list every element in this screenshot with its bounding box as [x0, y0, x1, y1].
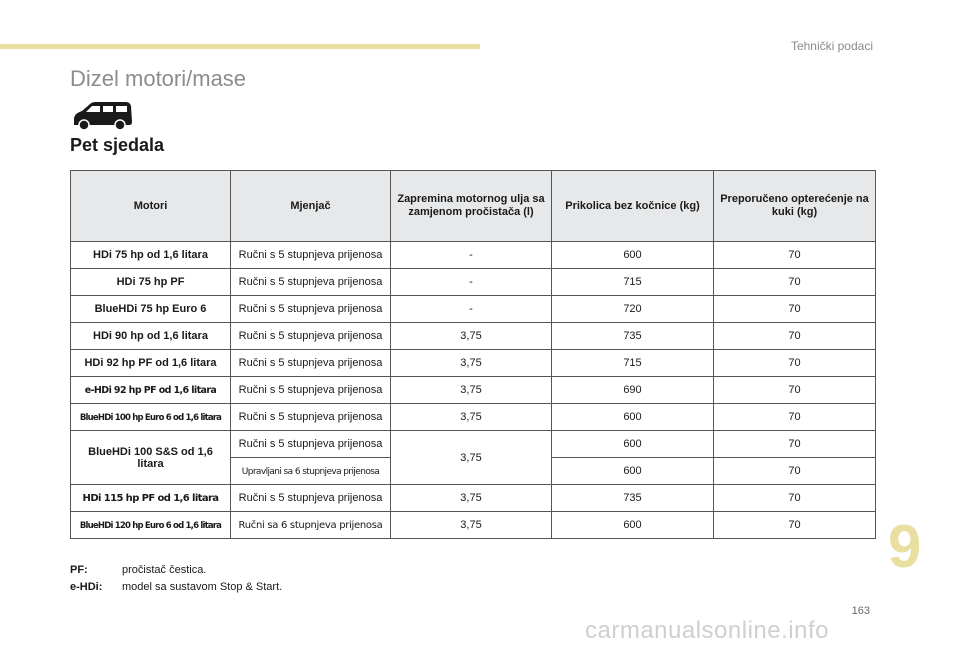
section-subtitle: Pet sjedala [70, 135, 165, 155]
gearbox-cell: Ručni s 5 stupnjeva prijenosa [231, 377, 391, 404]
gearbox-cell [231, 458, 391, 485]
hitch-cell: 70 [714, 485, 876, 512]
hitch-cell: 70 [714, 323, 876, 350]
oil-cell: 3,75 [391, 485, 552, 512]
hitch-cell: 70 [714, 242, 876, 269]
table-header-row [71, 171, 876, 242]
trailer-cell: 735 [552, 323, 714, 350]
table-row [71, 350, 876, 377]
oil-cell: 3,75 [391, 431, 552, 485]
table-row [71, 269, 876, 296]
hitch-cell: 70 [714, 458, 876, 485]
trailer-cell: 600 [552, 458, 714, 485]
footnote-key: PF: [70, 564, 88, 576]
watermark: carmanualsonline.info [585, 617, 829, 644]
engine-cell [71, 377, 231, 404]
table-row [71, 404, 876, 431]
hitch-cell: 70 [714, 296, 876, 323]
engine-label: BlueHDi 120 hp Euro 6 od 1,6 litara [79, 521, 222, 531]
engine-label: HDi 115 hp PF od 1,6 litara [82, 493, 219, 504]
gearbox-cell: Ručni s 5 stupnjeva prijenosa [231, 431, 391, 458]
van-icon [70, 100, 134, 132]
header-unbraked-trailer: Prikolica bez kočnice (kg) [552, 171, 714, 242]
hitch-cell: 70 [714, 404, 876, 431]
header-gearbox: Mjenjač [231, 171, 391, 242]
table-row [71, 242, 876, 269]
engine-cell [71, 404, 231, 431]
hitch-cell: 70 [714, 431, 876, 458]
oil-cell: 3,75 [391, 512, 552, 539]
gearbox-cell: Ručni s 5 stupnjeva prijenosa [231, 269, 391, 296]
trailer-cell: 690 [552, 377, 714, 404]
header-oil-capacity: Zapremina motornog ulja sa zamjenom pročistača (l) [391, 171, 552, 242]
header-hitch-load: Preporučeno opterećenje na kuki (kg) [714, 171, 876, 242]
engine-cell: HDi 92 hp PF od 1,6 litara [71, 350, 231, 377]
gearbox-cell: Ručni s 5 stupnjeva prijenosa [231, 242, 391, 269]
engine-cell: HDi 75 hp od 1,6 litara [71, 242, 231, 269]
hitch-cell: 70 [714, 269, 876, 296]
page-number: 163 [851, 605, 870, 617]
header-engine: Motori [71, 171, 231, 242]
gearbox-cell: Ručni s 5 stupnjeva prijenosa [231, 296, 391, 323]
footnote [70, 562, 282, 579]
trailer-cell: 715 [552, 350, 714, 377]
section-label: Tehnički podaci [790, 39, 873, 53]
table-row [71, 377, 876, 404]
gearbox-cell: Ručni s 5 stupnjeva prijenosa [231, 323, 391, 350]
engine-cell [71, 512, 231, 539]
footnotes [70, 562, 282, 596]
header-accent-bar [0, 44, 480, 49]
hitch-cell: 70 [714, 512, 876, 539]
engine-cell [71, 485, 231, 512]
trailer-cell: 735 [552, 485, 714, 512]
engine-cell: HDi 90 hp od 1,6 litara [71, 323, 231, 350]
oil-cell: - [391, 269, 552, 296]
oil-cell: 3,75 [391, 377, 552, 404]
oil-cell: - [391, 296, 552, 323]
gearbox-cell [231, 512, 391, 539]
trailer-cell: 600 [552, 431, 714, 458]
footnote-text: model sa sustavom Stop & Start. [122, 581, 283, 593]
table-row [71, 512, 876, 539]
oil-cell: 3,75 [391, 323, 552, 350]
gearbox-cell: Ručni s 5 stupnjeva prijenosa [231, 485, 391, 512]
trailer-cell: 600 [552, 242, 714, 269]
footnote-text: pročistač čestica. [122, 564, 207, 576]
chapter-number: 9 [888, 513, 922, 580]
gearbox-cell: Ručni s 5 stupnjeva prijenosa [231, 404, 391, 431]
hitch-cell: 70 [714, 377, 876, 404]
footnote-key: e-HDi: [70, 581, 103, 593]
footnote [70, 579, 282, 596]
engine-specs-table [70, 170, 876, 539]
oil-cell: - [391, 242, 552, 269]
trailer-cell: 600 [552, 512, 714, 539]
oil-cell: 3,75 [391, 404, 552, 431]
table-row [71, 485, 876, 512]
engine-cell: BlueHDi 75 hp Euro 6 [71, 296, 231, 323]
engine-cell: HDi 75 hp PF [71, 269, 231, 296]
gearbox-label: Ručni sa 6 stupnjeva prijenosa [238, 520, 383, 531]
trailer-cell: 715 [552, 269, 714, 296]
engine-cell: BlueHDi 100 S&S od 1,6 litara [71, 431, 231, 485]
oil-cell: 3,75 [391, 350, 552, 377]
gearbox-label: Upravljani sa 6 stupnjeva prijenosa [241, 467, 380, 477]
page-title: Dizel motori/mase [70, 66, 247, 91]
engine-label: BlueHDi 100 hp Euro 6 od 1,6 litara [79, 413, 222, 423]
table-row [71, 296, 876, 323]
table-row [71, 431, 876, 458]
table-row [71, 323, 876, 350]
hitch-cell: 70 [714, 350, 876, 377]
gearbox-cell: Ručni s 5 stupnjeva prijenosa [231, 350, 391, 377]
engine-label: e-HDi 92 hp PF od 1,6 litara [84, 385, 217, 396]
trailer-cell: 600 [552, 404, 714, 431]
trailer-cell: 720 [552, 296, 714, 323]
